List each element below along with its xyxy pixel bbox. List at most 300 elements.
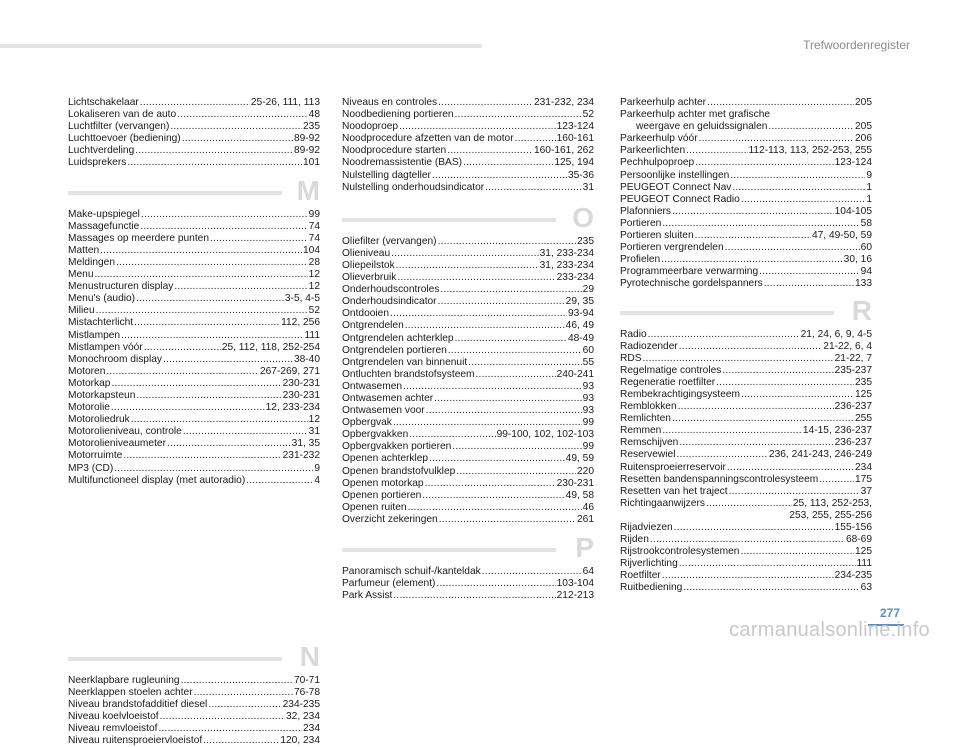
index-entry-term: Rijstrookcontrolesystemen	[620, 546, 740, 558]
index-entry-pages: 31	[582, 181, 594, 193]
section-letter-r: R	[851, 294, 872, 326]
index-entry-pages: 160-161	[556, 133, 594, 145]
section-letter-n: N	[299, 640, 320, 672]
index-entry-pages: 63	[860, 582, 872, 594]
index-entry-term: Radiozender	[620, 340, 678, 352]
index-entry	[620, 486, 872, 498]
index-entry-leader	[134, 317, 280, 329]
index-entry-leader	[405, 320, 565, 332]
index-entry-pages: 30, 16	[843, 254, 872, 266]
index-entry-term: Ontwasemen voor	[342, 405, 425, 417]
index-entry	[68, 414, 320, 426]
index-entry	[620, 145, 872, 157]
index-group-n	[68, 675, 320, 747]
index-entry-leader	[439, 514, 576, 526]
index-entry-pages: 233-234	[556, 272, 594, 284]
index-entry-term: PEUGEOT Connect Nav	[620, 181, 732, 193]
index-entry-pages: 261	[577, 513, 594, 525]
index-entry-leader	[741, 389, 854, 401]
index-entry	[68, 402, 320, 414]
index-entry-pages: 46, 49	[565, 320, 594, 332]
index-entry-pages: 112-113, 113, 252-253, 255	[748, 145, 872, 157]
index-entry-term: PEUGEOT Connect Radio	[620, 193, 740, 205]
page-number: 277	[879, 606, 900, 620]
index-entry-pages: 240-241	[556, 368, 594, 380]
index-entry	[342, 170, 594, 182]
index-entry-pages: 55	[582, 356, 594, 368]
index-entry	[68, 317, 320, 329]
index-entry-leader	[683, 582, 859, 594]
index-entry-term: Parkeerhulp vóór	[620, 133, 698, 145]
index-entry-leader	[170, 121, 302, 133]
index-entry-leader	[158, 723, 302, 735]
index-entry-pages: 230-231	[282, 389, 320, 401]
index-entry-pages: 47, 49-50, 59	[811, 230, 872, 242]
index-entry-leader	[662, 425, 802, 437]
index-entry	[68, 735, 320, 747]
index-entry-leader	[432, 170, 567, 182]
index-entry-leader	[96, 305, 308, 317]
index-entry	[68, 233, 320, 245]
index-entry	[68, 450, 320, 462]
index-entry-term: Park Assist	[342, 590, 393, 602]
page-header-title: Trefwoordenregister	[803, 38, 910, 52]
index-entry	[342, 502, 594, 514]
index-entry-term: Neerklappen stoelen achter	[68, 686, 193, 698]
index-entry-pages: 230-231	[282, 377, 320, 389]
index-entry-leader	[722, 365, 833, 377]
index-entry-leader	[127, 157, 302, 169]
index-entry	[342, 417, 594, 429]
index-entry-term: Motoroliedruk	[68, 414, 130, 426]
index-entry	[68, 354, 320, 366]
index-entry-term: Ontwasemen achter	[342, 392, 434, 404]
index-entry-leader	[650, 534, 845, 546]
index-entry-pages: 123-124	[556, 121, 594, 133]
index-entry-term: Regelmatige controles	[620, 364, 722, 376]
index-entry-leader	[111, 402, 265, 414]
index-entry-leader	[672, 413, 854, 425]
index-entry-pages: 123-124	[834, 157, 872, 169]
index-entry-leader	[403, 381, 582, 393]
index-entry-term: Motorruimte	[68, 450, 123, 462]
index-entry-pages: 60	[860, 242, 872, 254]
index-entry-pages: 230-231	[556, 477, 594, 489]
index-entry-pages: 234	[855, 461, 872, 473]
index-entry-term: Openen ruiten	[342, 501, 407, 513]
index-entry-pages: 125, 194	[554, 157, 594, 169]
index-entry-pages: 103-104	[556, 578, 594, 590]
index-entry	[620, 413, 872, 425]
index-entry	[68, 366, 320, 378]
index-entry-term: Menu	[68, 269, 94, 281]
index-entry-leader	[768, 121, 854, 133]
index-entry-leader	[648, 329, 800, 341]
index-entry-leader	[447, 145, 533, 157]
index-entry-term: Multifunctioneel display (met autoradio)	[68, 474, 246, 486]
index-entry-pages: 48-49	[567, 332, 594, 344]
index-entry-term: Openen portieren	[342, 489, 422, 501]
section-divider-bar	[68, 191, 282, 195]
index-entry-pages: 21-22, 6, 4	[823, 340, 872, 352]
index-entry-pages: 12	[308, 414, 320, 426]
index-entry	[68, 438, 320, 450]
index-entry-term: Rijverlichting	[620, 558, 678, 570]
index-entry-term: Pyrotechnische gordelspanners	[620, 278, 763, 290]
index-entry-pages: 4	[314, 474, 320, 486]
index-group-m	[68, 209, 320, 487]
index-entry-term: Mistlampen	[68, 329, 121, 341]
index-entry-pages: 89-92	[293, 145, 320, 157]
index-entry-leader	[163, 354, 293, 366]
index-entry-pages: 14-15, 236-237	[802, 425, 872, 437]
index-group-p	[342, 566, 594, 602]
index-entry	[342, 590, 594, 602]
index-entry-term: Ontdooien	[342, 308, 390, 320]
index-entry-leader	[455, 109, 582, 121]
section-divider-bar	[342, 548, 556, 552]
index-entry-pages: 76-78	[293, 686, 320, 698]
index-entry-term: Remmen	[620, 425, 662, 437]
header-divider-bar	[0, 44, 482, 48]
index-entry-leader	[448, 345, 582, 357]
index-entry-pages: 231-232, 234	[533, 97, 594, 108]
index-entry-term: Luidsprekers	[68, 157, 127, 169]
section-letter-p: P	[575, 532, 594, 563]
index-entry	[68, 699, 320, 711]
index-entry-term: Parfumeur (element)	[342, 578, 436, 590]
index-entry-leader	[136, 390, 281, 402]
index-entry-term: Nulstelling onderhoudsindicator	[342, 181, 485, 193]
index-entry-term: Motorkapsteun	[68, 389, 136, 401]
index-entry-leader	[436, 578, 555, 590]
index-entry-pages: 125	[855, 388, 872, 400]
index-entry-term: Niveau brandstofadditief diesel	[68, 698, 208, 710]
index-entry	[342, 466, 594, 478]
index-entry-pages: 31	[308, 426, 320, 438]
index-entry-leader	[438, 97, 533, 109]
index-entry-leader	[729, 486, 860, 498]
section-divider-bar	[68, 657, 282, 661]
index-entry-pages: 49, 59	[565, 453, 594, 465]
index-entry	[68, 426, 320, 438]
index-entry-pages: 12, 233-234	[265, 402, 320, 414]
index-entry-term: Nulstelling dagteller	[342, 169, 431, 181]
index-entry	[342, 182, 594, 194]
index-entry	[620, 109, 872, 121]
index-entry-leader	[741, 194, 865, 206]
index-entry-term: Motorolieniveaumeter	[68, 438, 166, 450]
index-entry-leader	[452, 441, 581, 453]
index-entry-term: Parkeerlichten	[620, 145, 686, 157]
index-entry	[342, 284, 594, 296]
index-entry	[620, 401, 872, 413]
index-entry-pages: 160-161, 262	[533, 145, 594, 157]
index-entry-term: Niveaus en controles	[342, 97, 438, 108]
index-entry-leader	[727, 462, 854, 474]
index-entry	[620, 121, 872, 133]
index-entry-leader	[678, 401, 834, 413]
index-entry-leader	[408, 502, 582, 514]
index-entry-term: Portieren sluiten	[620, 230, 694, 242]
index-entry-pages: 267-269, 271	[259, 365, 320, 377]
index-entry-pages: 38-40	[293, 353, 320, 365]
index-entry-leader	[182, 133, 293, 145]
index-entry-leader	[123, 450, 281, 462]
index-entry-term: Panoramisch schuif-/kanteldak	[342, 566, 481, 577]
index-entry	[342, 490, 594, 502]
index-entry-pages: 235	[577, 235, 594, 247]
index-entry-pages: 206	[855, 133, 872, 145]
index-entry-term: Menustructuren display	[68, 281, 174, 293]
index-entry	[342, 133, 594, 145]
index-entry-pages: 74	[308, 220, 320, 232]
index-entry	[620, 278, 872, 290]
index-entry	[68, 675, 320, 687]
index-entry-term: Niveau remvloeistof	[68, 723, 158, 735]
index-entry-term: Neerklapbare rugleuning	[68, 674, 180, 686]
index-entry	[620, 230, 872, 242]
index-entry-term: Luchtverdeling	[68, 145, 135, 157]
index-entry-leader	[94, 269, 307, 281]
section-header-r	[620, 294, 872, 329]
index-entry-term: Motorolieniveau, controle	[68, 426, 182, 438]
index-entry-leader	[456, 466, 576, 478]
index-entry-term: Matten	[68, 244, 100, 256]
index-entry-leader	[679, 341, 823, 353]
index-entry	[342, 478, 594, 490]
index-entry-pages: 68-69	[845, 534, 872, 546]
index-column-1	[68, 97, 320, 747]
index-entry-pages: 234	[303, 723, 320, 735]
index-entry-leader	[662, 570, 834, 582]
index-entry-term: Monochroom display	[68, 353, 162, 365]
section-header-p	[342, 534, 594, 566]
index-entry	[342, 381, 594, 393]
index-entry	[68, 475, 320, 487]
index-entry	[68, 687, 320, 699]
index-entry-leader	[695, 157, 833, 169]
index-entry-pages: 234-235	[834, 570, 872, 582]
index-entry-leader	[409, 429, 495, 441]
index-entry-pages: 29	[582, 284, 594, 296]
index-entry-pages: 205	[855, 97, 872, 108]
index-entry	[620, 194, 872, 206]
index-entry-term: Profielen	[620, 254, 661, 266]
index-entry-term: Massages op meerdere punten	[68, 232, 210, 244]
index-entry-leader	[706, 498, 792, 510]
index-entry	[342, 109, 594, 121]
index-entry	[620, 353, 872, 365]
index-entry-leader	[208, 699, 281, 711]
index-entry	[620, 582, 872, 594]
index-entry-pages: 133	[855, 278, 872, 290]
index-entry-leader	[730, 170, 865, 182]
index-entry-leader	[106, 366, 259, 378]
index-entry	[620, 133, 872, 145]
index-entry-leader	[141, 209, 308, 221]
index-entry-term: Menu's (audio)	[68, 293, 136, 305]
index-entry-term: RDS	[620, 352, 642, 364]
index-entry-term: Parkeerhulp achter met grafische	[620, 109, 771, 121]
index-entry-pages: 60	[582, 344, 594, 356]
index-entry-pages: 31, 233-234	[539, 259, 594, 271]
section-letter-m: M	[296, 174, 320, 206]
index-entry	[620, 329, 872, 341]
index-entry-pages: 25, 112, 118, 252-254	[221, 341, 320, 353]
index-entry	[620, 522, 872, 534]
index-entry-leader	[116, 257, 308, 269]
index-entry-pages: 212-213	[556, 590, 594, 602]
index-entry-leader	[160, 711, 285, 723]
index-entry	[342, 514, 594, 526]
index-entry	[620, 449, 872, 461]
index-entry-leader	[399, 121, 556, 133]
index-entry-continuation: 253, 255, 255-256	[789, 509, 872, 521]
index-entry-leader	[429, 453, 565, 465]
index-entry-term: Ruitensproeierreservoir	[620, 461, 726, 473]
index-entry-leader	[121, 330, 303, 342]
index-entry-pages: 12	[308, 281, 320, 293]
index-entry-term: Portieren	[620, 217, 662, 229]
index-entry-term: Oliepeilstok	[342, 259, 395, 271]
index-entry	[68, 378, 320, 390]
index-entry-leader	[468, 357, 581, 369]
index-entry-leader	[662, 218, 859, 230]
index-entry-leader	[686, 145, 747, 157]
index-entry-term: Rembekrachtigingsysteem	[620, 388, 741, 400]
index-entry-pages: 64	[582, 566, 594, 577]
index-entry	[620, 389, 872, 401]
index-entry-leader	[438, 296, 565, 308]
index-entry-leader	[100, 245, 302, 257]
index-entry-leader	[732, 182, 865, 194]
index-entry	[342, 393, 594, 405]
index-entry	[68, 97, 320, 109]
index-entry-term: Olieniveau	[342, 247, 391, 259]
index-entry-term: Motoren	[68, 365, 106, 377]
index-entry-pages: 21, 24, 6, 9, 4-5	[800, 328, 872, 340]
index-entry-term: Reservewiel	[620, 449, 676, 461]
section-header-n	[68, 640, 320, 675]
index-entry-pages: 235	[303, 121, 320, 133]
index-entry-leader	[174, 281, 307, 293]
index-entry	[620, 365, 872, 377]
index-entry-pages: 231-232	[282, 450, 320, 462]
index-entry-leader	[167, 438, 291, 450]
index-entry-leader	[203, 735, 279, 747]
index-entry-term: Rijadviezen	[620, 522, 673, 533]
index-entry-term: Radio	[620, 328, 647, 340]
index-entry	[620, 341, 872, 353]
index-entry-leader	[177, 109, 307, 121]
index-entry-leader	[679, 437, 833, 449]
index-entry-pages: 48	[308, 109, 320, 121]
index-entry-leader	[485, 182, 582, 194]
index-entry-leader	[246, 475, 313, 487]
index-entry	[342, 320, 594, 332]
index-entry	[342, 405, 594, 417]
watermark-text: carmanualsonline.info	[729, 619, 930, 641]
index-entry-term: Luchtfilter (vervangen)	[68, 121, 170, 133]
index-entry	[68, 257, 320, 269]
index-entry-pages: 9	[314, 462, 320, 474]
index-entry-pages: 12	[308, 269, 320, 281]
index-entry-term: Resetten bandenspanningscontrolesysteem	[620, 473, 819, 485]
index-entry	[342, 157, 594, 169]
index-entry	[620, 97, 872, 109]
index-group-r	[620, 329, 872, 595]
index-entry-term: Mistachterlicht	[68, 317, 134, 329]
index-entry-leader	[194, 687, 293, 699]
index-entry-leader	[210, 233, 308, 245]
index-entry	[342, 578, 594, 590]
index-entry-term: Openen motorkap	[342, 477, 424, 489]
index-entry-pages: 32, 234	[286, 711, 320, 722]
index-entry	[342, 260, 594, 272]
index-entry	[342, 441, 594, 453]
index-entry-pages: 3-5, 4-5	[284, 293, 320, 305]
index-entry	[68, 209, 320, 221]
index-group-l	[68, 97, 320, 170]
index-entry-pages: 220	[577, 465, 594, 477]
index-entry-term: Remlichten	[620, 413, 671, 425]
index-entry-leader	[707, 97, 854, 109]
index-entry-leader	[140, 221, 307, 233]
index-entry-term: Ontgrendelen	[342, 320, 404, 332]
index-entry	[68, 390, 320, 402]
index-group-p-cont	[620, 97, 872, 291]
index-entry-term: Luchttoevoer (bediening)	[68, 133, 181, 145]
index-entry	[620, 462, 872, 474]
index-entry-term: Noodprocedure starten	[342, 145, 447, 157]
index-entry	[68, 157, 320, 169]
index-entry-term: Ontgrendelen achterklep	[342, 332, 454, 344]
index-entry	[342, 308, 594, 320]
index-entry-term: Meldingen	[68, 256, 116, 268]
index-entry-pages: 112, 256	[281, 317, 320, 329]
index-entry-term: Pechhulpoproep	[620, 157, 695, 169]
section-divider-bar	[620, 311, 834, 315]
index-entry	[342, 333, 594, 345]
index-entry-leader	[144, 342, 221, 354]
index-entry-term: Lokaliseren van de auto	[68, 109, 177, 121]
index-column-3	[620, 97, 872, 595]
index-entry-term: Portieren vergrendelen	[620, 242, 724, 254]
index-entry-term: Persoonlijke instellingen	[620, 169, 730, 181]
index-entry-term: Niveau ruitensproeiervloeistof	[68, 735, 203, 747]
index-entry-leader	[425, 478, 556, 490]
index-entry	[342, 345, 594, 357]
index-entry-pages: 46	[582, 501, 594, 513]
index-entry-leader	[393, 590, 555, 602]
index-entry	[68, 281, 320, 293]
index-entry-term: Ruitbediening	[620, 582, 683, 594]
index-entry-term: Ontwasemen	[342, 380, 403, 392]
index-entry-term: Remblokken	[620, 401, 677, 413]
index-entry-term: Ontgrendelen portieren	[342, 344, 447, 356]
index-entry-term: Openen achterklep	[342, 453, 429, 465]
index-entry-pages: 99	[308, 208, 320, 220]
index-entry-pages: 37	[860, 485, 872, 497]
index-entry-term: Onderhoudscontroles	[342, 284, 440, 296]
index-entry-term: MP3 (CD)	[68, 462, 114, 474]
index-entry-pages: 111	[856, 558, 872, 570]
index-entry-term: Regeneratie roetfilter	[620, 376, 716, 388]
index-entry-leader	[426, 405, 582, 417]
index-entry-pages: 93	[582, 405, 594, 417]
index-entry-term: Noodremassistentie (BAS)	[342, 157, 463, 169]
